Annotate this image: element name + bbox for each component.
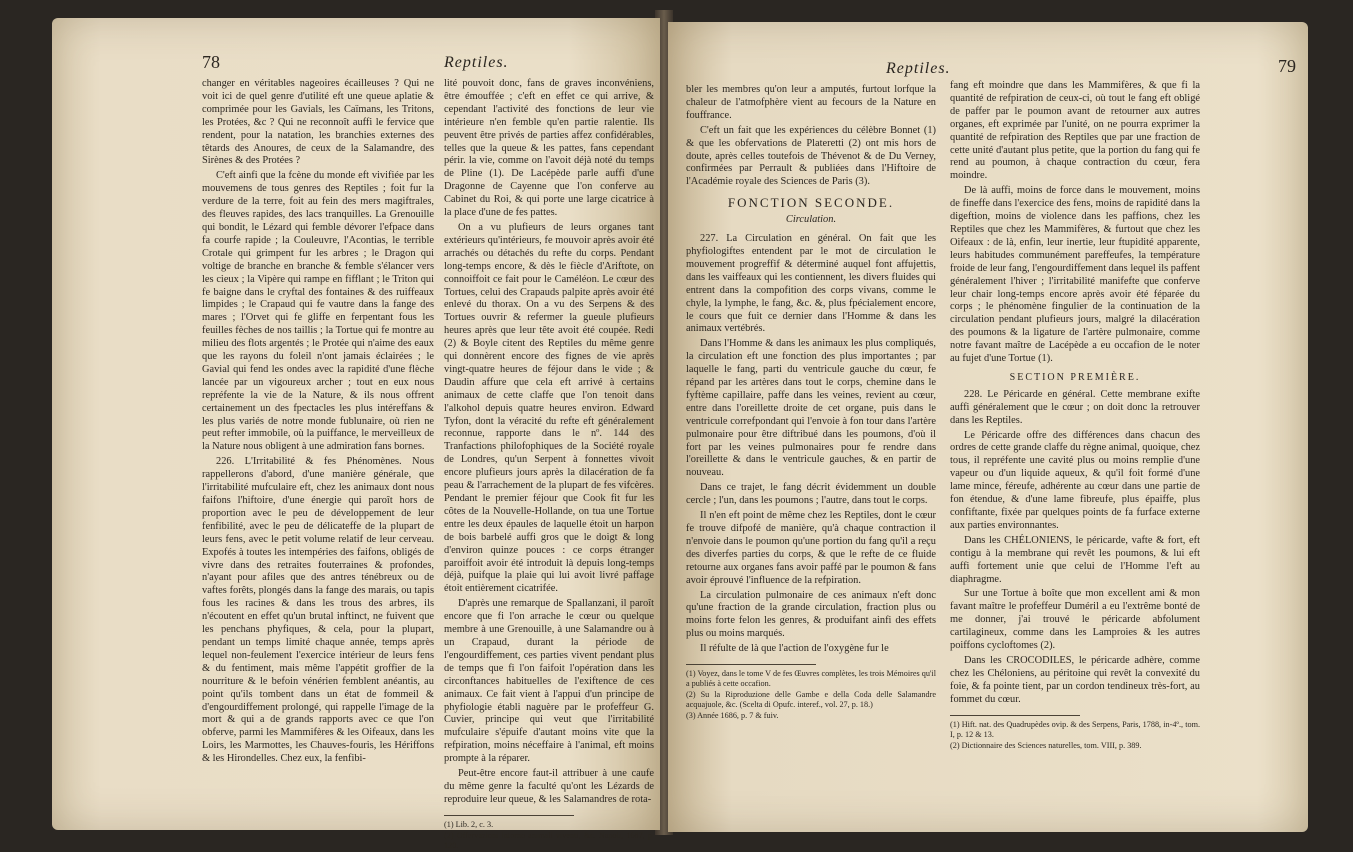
right-col1-footnotes — [686, 669, 936, 721]
paragraph: C'eft ainfi que la fcène du monde eft vivifiée par les mouvemens de tous genres des Reptiles ; foit fur la verdure de la terre, foit au fein des mers magiftrales, des fleuves rapides, des lacs tranquilles. La Grenouille qui bondit, le Lézard qui femble dévorer l'efpace dans fa courfe rapide ; la Couleuvre, l'Acontias, le terrible Crotale qui grimpent fur les arbres ; le Dragon qui voltige de branche en branche & femble s'élancer vers les cieux ; la Vipère qui rampe en fifflant ; le Triton qui fe baigne dans le cryftal des fontaines & des ruiffeaux limpides ; le Crapaud qui fe vautre dans la fange des mares ; l'Orvet qui fe gliffe en ferpentant fous les feuilles fèches de nos taillis ; la Tortue qui fe montre au milieu des flots argentés ; le Protée qui n'aime des eaux que les rayons du foleil n'ont jamais éclairées ; le Gavial qui fend les ondes avec la rapidité d'une flèche lancée par un vigoureux archer ; tout en eux nous repréfente la vie de la Nature, & ils nous offrent certainement un des fpectacles les plus intéreffans & les plus variés de notre monde fublunaire, où rien ne peut refter immobile, où la puiffance, le merveilleux de la Nature nous obligent à une admiration fans bornes. — [202, 170, 434, 453]
paragraph: C'eft un fait que les expériences du célèbre Bonnet (1) & que les obfervations de Plateretti (2) ont mis hors de doute, après celles toutefois de Thévenot & de Du Verney, confirmées par Perrault & publiées dans l'Hiftoire de l'Académie royale des Sciences de Paris (3). — [686, 124, 936, 188]
paragraph: Peut-être encore faut-il attribuer à une caufe du même genre la faculté qu'ont les Lézards de reproduire leur queue, & les Salamandres de rota- — [444, 768, 654, 805]
paragraph: D'après une remarque de Spallanzani, il paroît encore que fi l'on arrache le cœur ou quelque membre à une Grenouille, à une Salamandre ou à un Crapaud, durant la période de l'engourdiffement, ces parties vivent pendant plus de temps que fi l'on faifoit l'opération dans les circonftances habituelles de l'exiftence de ces animaux. Ce fait vient à l'appui d'un principe de phyfiologie établi naguère par le profeffeur G. Cuvier, principe qui veut que l'irritabilité mufculaire s'épuife d'autant moins vite que la refpiration, moins néceffaire à l'animal, eft moins prompte à la réparer. — [444, 598, 654, 765]
right-col2-footnotes — [950, 720, 1200, 751]
paragraph: bler les membres qu'on leur a amputés, furtout lorfque la chaleur de l'atmofphère vient au fecours de la Nature en fouffrance. — [686, 84, 936, 121]
paragraph: Dans les CROCODILES, le péricarde adhère, comme chez les Chéloniens, au péritoine qui revêt la convexité du foie, & fa pointe tient, par un cordon tendineux très-fort, au fommet du cœur. — [950, 654, 1200, 705]
left-page-number: 78 — [202, 52, 220, 72]
paragraph: Dans ce trajet, le fang décrit évidemment un double cercle ; l'un, dans les poumons ; l'autre, dans tout le corps. — [686, 482, 936, 507]
right-column-2 — [950, 80, 1200, 752]
paragraph: Sur une Tortue à boîte que mon excellent ami & mon favant maître le profeffeur Duméril a eu l'extrême bonté de me donner, j'ai trouvé le péricarde abfolument cartilagineux, comme dans les Lamproies & les autres poiffons cycloftomes (2). — [950, 588, 1200, 652]
section-subtitle: Circulation. — [785, 214, 837, 226]
paragraph: 226. L'Irritabilité & fes Phénomènes. Nous rappellerons d'abord, d'une manière générale, que l'irritabilité mufculaire eft, chez les animaux dont nous faifons l'hiftoire, d'une énergie qui paroît hors de proportion avec le peu de développement de leur fenfibilité, avec le peu de délicateffe de la plupart de leurs fens, avec le petit volume relatif de leur cerveau. Expofés à toutes les intempéries des faifons, obligés de vivre dans des retraites fouterraines & profondes, n'ayant pour afiles que des antres ténébreux ou de vaftes forêts, plongés dans la fange des marais, ou tapis fous les racines & dans les trous des arbres, ils n'écoutent en effet qu'un brutal inftinct, ne fuivent que les penchans phyfiques, & cela, pour la plupart, pendant un temps limité chaque année, temps après lequel non-feulement l'exercice intérieur de leurs fens & du fentiment, mais même l'appétit groffier de la nourriture & le befoin vénérien femblent anéantis, au point qu'ils tombent dans un état de fommeil & d'engourdiffement prolongé, qui rappelle l'image de la mort & qui a de grands rapports avec ce que l'on obferve, parmi les Mammifères & les Oifeaux, dans les Loirs, les Marmottes, les Chauves-fouris, les Hériffons & les Hirondelles. Chez eux, la fenfibi- — [202, 456, 434, 765]
left-column-1 — [202, 78, 434, 768]
paragraph: Il réfulte de là que l'action de l'oxygène fur le — [700, 643, 889, 655]
paragraph: fang eft moindre que dans les Mammifères, & que fi la quantité de refpiration de ceux-ci, où tout le fang eft obligé de paffer par le poumon avant de retourner aux autres organes, eft exprimée par l'unité, on ne pourra exprimer la quantité de refpiration des Reptiles que par une fraction de cette unité d'autant plus petite, que la portion du fang qui fe rend au poumon, à chaque contraction du cœur, fera moindre. — [950, 80, 1200, 182]
footnote: (1) Lib. 2, c. 3. — [444, 819, 494, 829]
paragraph: On a vu plufieurs de leurs organes tant extérieurs qu'intérieurs, fe mouvoir après avoir été arrachés ou détachés du refte du corps. Pendant long-temps encore, & dès le fiècle d'Ariftote, on connoiffoit ce fait pour le Caméléon. Le cœur des Tortues, celui des Crapauds palpite après avoir été enlevé du thorax. On a vu des Serpens & des Tortues ouvrir & refermer la gueule plufieurs heures après que leur tête avoit été coupée. Redi (2) & Boyle citent des Reptiles du même genre qui donnèrent encore des fignes de vie après vingt-quatre heures de féjour dans le vide ; & Daudin affure que cela eft arrivé à certains animaux de cette claffe que l'on tenoit dans l'alkohol depuis quatre heures environ. Edward Tyfon, dont la véracité du refte eft généralement reconnue, rapporte dans le nº. 144 des Tranfactions philofophiques de la Société royale de Londres, qu'un Serpent à fonnettes vivoit encore plufieurs jours après la dilacération de fa peau & l'arrachement de la plupart de fes vifcères. Pendant le premier féjour que Cook fit fur les côtes de la Nouvelle-Hollande, on tua une Tortue entre les deux épaules de laquelle étoit un harpon de bois barbelé auffi gros que le doigt & long d'environ quinze pouces : ce corps étranger paroiffoit avoir été introduit là depuis long-temps déjà, puifque la plaie qui lui avoit livré paffage étoit entièrement cicatrifée. — [444, 221, 654, 595]
paragraph: changer en véritables nageoires écailleuses ? Qui ne voit ici de quel genre d'utilité eft une queue aplatie & comprimée pour les Gavials, les Caïmans, les Tritons, les Protées, &c ? Qui ne reconnoît auffi le fervice que rendent, pour la natation, les branchies externes des têtards des Anoures, de ceux de la Salamandre, des Sirènes & des Protées ? — [202, 78, 434, 167]
paragraph: La circulation pulmonaire de ces animaux n'eft donc qu'une fraction de la grande circulation, fraction plus ou moins forte felon les genres, & produifant ainfi des effets plus ou moins marqués. — [686, 589, 936, 640]
paragraph: Dans les CHÉLONIENS, le péricarde, vafte & fort, eft contigu à la membrane qui revêt les poumons, & lui eft auffi fortement unie que celui de l'Homme l'eft au diaphragme. — [950, 534, 1200, 585]
paragraph: lité pouvoit donc, fans de graves inconvéniens, être émouffée ; c'eft en effet ce qui arrive, & cependant l'activité des fonctions de leur vie intérieure n'en femble qu'en partie ralentie. Ils peuvent être privés de parties affez confidérables, telles que la queue & les pattes, fans cependant périr. la vie, comme on l'avoit déjà noté du temps de Pline (1). De Lacépède parle auffi d'une Dragonne de Cayenne que l'on conferve au Cabinet du Roi, & qui porte une large cicatrice à la place d'une de fes pattes. — [444, 78, 654, 219]
footnote: (1) Hift. nat. des Quadrupèdes ovip. & des Serpens, Paris, 1788, in-4º., tom. I, p. 12 & 13. — [950, 719, 1200, 739]
right-page-number: 79 — [1278, 56, 1296, 76]
footnote: (1) Voyez, dans le tome V de fes Œuvres complètes, les trois Mémoires qu'il a publiés à cette occafion. — [686, 669, 936, 689]
paragraph: Dans l'Homme & dans les animaux les plus compliqués, la circulation eft une fonction des plus importantes ; par laquelle le fang, parti du ventricule gauche du cœur, fe répand par les artères dans tout le corps, chemine dans le fyftème capillaire, paffe dans les veines, revient au cœur, entre dans l'oreillette droite de cet organe, puis dans le ventricule correfpondant qui l'envoie à fon tour dans l'artère pulmonaire pour être diftribué dans les poumons, d'où il fort par les veines pulmonaires pour fe rendre dans l'oreillette & dans le ventricule gauches, & en partir de nouveau. — [686, 338, 936, 479]
left-footnotes — [444, 820, 654, 851]
right-page — [668, 22, 1308, 832]
footnote: (2) Su la Riproduzione delle Gambe e della Coda delle Salamandre acquajuole, &c. (Scelta di Opufc. interef., vol. 27, p. 18.) — [686, 690, 936, 710]
left-column-2 — [444, 78, 654, 852]
footnote-rule — [686, 664, 816, 665]
left-running-head: Reptiles. — [444, 54, 509, 71]
right-column-1 — [686, 84, 936, 722]
right-running-head: Reptiles. — [886, 60, 951, 77]
paragraph: Le Péricarde offre des différences dans chacun des ordres de cette grande claffe du règne animal, quoique, chez tous, il repréfente une cavité plus ou moins remplie d'une vapeur ou d'un liquide aqueux, & qu'il foit formé d'une lame mince, féreufe, adhérente au cœur dans une partie de fon étendue, & d'une lame fibreufe, plus épaiffe, plus confiftante, fixée par quelques points de fa furface externe aux parties environnantes. — [950, 429, 1200, 531]
subsection-title: SECTION PREMIÈRE. — [1009, 371, 1141, 383]
footnote-rule — [950, 715, 1080, 716]
paragraph: 228. Le Péricarde en général. Cette membrane exifte auffi généralement que le cœur ; on doit donc la retrouver dans les Reptiles. — [950, 388, 1200, 426]
paragraph: 227. La Circulation en général. On fait que les phyfiologiftes entendent par le mot de circulation le mouvement progreffif & déterminé auquel font affujettis, dans les vaiffeaux qui les contiennent, les divers fluides qui entrent dans la compofition des corps vivans, comme le chyle, la lymphe, le fang, &c. &, plus fpécialement encore, le cours que fuit ce dernier dans l'Homme & dans les animaux vertébrés. — [686, 233, 936, 335]
footnote: (3) Année 1686, p. 7 & fuiv. — [686, 711, 779, 721]
paragraph: De là auffi, moins de force dans le mouvement, moins de fineffe dans l'exercice des fens, moins de rapidité dans la digeftion, moins de violence dans les paffions, chez les Reptiles que chez les Mammifères, & furtout que chez les Oifeaux : de là, enfin, leur inertie, leur ftupidité apparente, leurs habitudes communément pareffeufes, la température froide de leur fang, l'engourdiffement dans lequel ils paffent généralement l'hiver ; l'irritabilité manifefte que conferve leur chair long-temps encore après avoir été féparée du corps ; le phénomène fingulier de la continuation de la circulation pendant plufieurs jours, malgré la dilacération des poumons & la ligature de l'artère pulmonaire, comme notre favant maître de Lacépède a eu occafion de le noter au fujet d'une Tortue (1). — [950, 185, 1200, 365]
footnote: (2) Offervazioni intorno animali viventi, &c. Napoli, 1687, p. 120. — [444, 830, 654, 850]
left-page — [52, 18, 660, 850]
paragraph: Il n'en eft point de même chez les Reptiles, dont le cœur fe trouve difpofé de manière, qu'à chaque contraction il n'envoie dans le poumon qu'une portion du fang qu'il a reçu des diverfes parties du corps, & que le refte de ce fluide retourne aux organes fans avoir paffé par le poumon & fans avoir éprouvé l'influence de la refpiration. — [686, 510, 936, 586]
section-title: FONCTION SECONDE. — [727, 195, 895, 211]
footnote-rule — [444, 815, 574, 816]
footnote: (2) Dictionnaire des Sciences naturelles, tom. VIII, p. 389. — [950, 740, 1142, 750]
